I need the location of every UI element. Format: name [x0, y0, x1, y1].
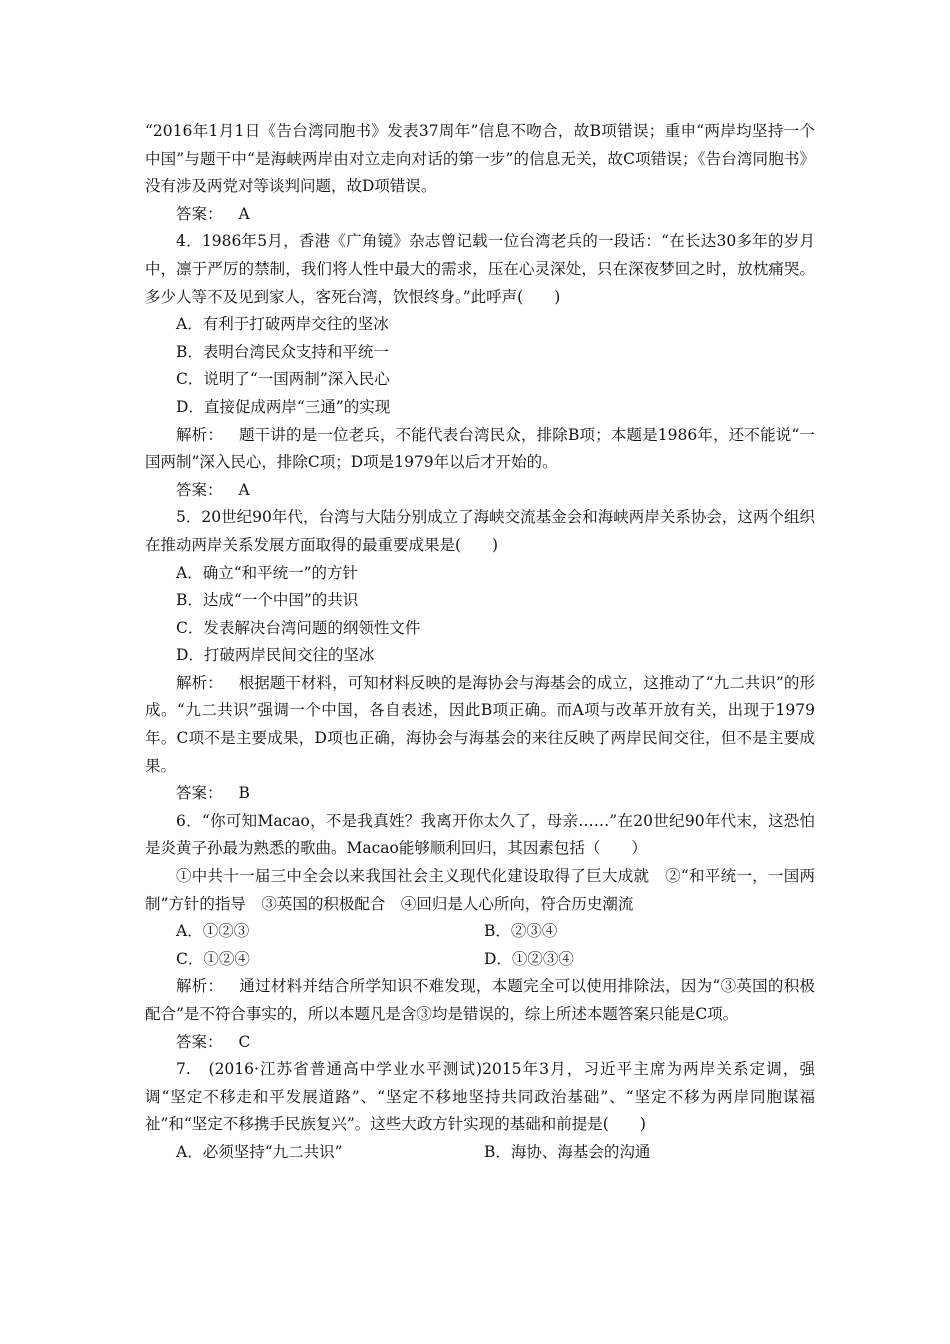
analysis-label: 解析： [176, 977, 224, 996]
answer-label: 答案： [176, 1032, 223, 1051]
answer-value: A [238, 480, 250, 499]
analysis-text: 根据题干材料，可知材料反映的是海协会与海基会的成立，这推动了“九二共识”的形成。“九二共识”强调一个中国，各自表述，因此B项正确。而A项与改革开放有关，出现于1979年。C项不是主要成果，D项也正确，海协会与海基会的来往反映了两岸民间交往，但不是主要成果。 [145, 673, 815, 775]
q4-answer [145, 477, 815, 505]
q7-stem: 7. (2016·江苏省普通高中学业水平测试)2015年3月，习近平主席为两岸关系定调，强调“坚定不移走和平发展道路”、“坚定不移地坚持共同政治基础”、“坚定不移为两岸同胞谋福祉”和“坚定不移携手民族复兴”。这些大政方针实现的基础和前提是( ) [145, 1060, 815, 1134]
analysis-label: 解析： [176, 673, 223, 692]
q5-stem: 5．20世纪90年代，台湾与大陆分别成立了海峡交流基金会和海峡两岸关系协会，这两个组织在推动两岸关系发展方面取得的最重要成果是( ) [145, 508, 815, 554]
document-page [145, 118, 815, 1167]
q6-option-d: D．①②③④ [484, 949, 574, 968]
q6-option-a: A．①②③ [176, 922, 250, 941]
q5-option-d: D．打破两岸民间交往的坚冰 [176, 646, 375, 665]
answer-value: A [238, 204, 250, 223]
q7-option-a: A．必须坚持“九二共识” [176, 1142, 343, 1161]
q4-option-a: A．有利于打破两岸交往的坚冰 [176, 315, 389, 334]
q6-statements: ①中共十一届三中全会以来我国社会主义现代化建设取得了巨大成就 ②“和平统一，一国两制”方针的指导 ③英国的积极配合 ④回归是人心所向，符合历史潮流 [145, 867, 815, 913]
q3-answer [145, 201, 815, 229]
q4-option-d: D．直接促成两岸“三通”的实现 [176, 397, 391, 416]
q5-option-a: A．确立“和平统一”的方针 [176, 563, 359, 582]
q6-options-row-1 [145, 918, 815, 946]
q5-option-c: C．发表解决台湾问题的纲领性文件 [176, 618, 421, 637]
q6-option-c: C．①②④ [176, 949, 250, 968]
q4-option-b: B．表明台湾民众支持和平统一 [176, 342, 389, 361]
q6-answer [145, 1029, 815, 1057]
q4-option-c: C．说明了“一国两制”深入民心 [176, 370, 390, 389]
q7-option-b: B．海协、海基会的沟通 [484, 1142, 651, 1161]
answer-label: 答案： [176, 784, 223, 803]
q5-analysis [145, 670, 815, 780]
q6-option-b: B．②③④ [484, 922, 558, 941]
answer-value: B [238, 784, 250, 803]
q6-options-row-2 [145, 946, 815, 974]
q3-analysis-continuation: “2016年1月1日《告台湾同胞书》发表37周年”信息不吻合，故B项错误；重申“两岸均坚持一个中国”与题干中“是海峡两岸由对立走向对话的第一步”的信息无关，故C项错误；《告台湾同胞书》没有涉及两党对等谈判问题，故D项错误。 [145, 122, 815, 196]
q4-stem: 4．1986年5月，香港《广角镜》杂志曾记载一位台湾老兵的一段话：“在长达30多年的岁月中，凛于严厉的禁制，我们将人性中最大的需求，压在心灵深处，只在深夜梦回之时，放枕痛哭。多少人等不及见到家人，客死台湾，饮恨终身。”此呼声( ) [145, 232, 815, 306]
analysis-text: 题干讲的是一位老兵，不能代表台湾民众，排除B项；本题是1986年，还不能说“一国两制”深入民心，排除C项；D项是1979年以后才开始的。 [145, 425, 815, 472]
analysis-text: 通过材料并结合所学知识不难发现，本题完全可以使用排除法，因为“③英国的积极配合”是不符合事实的，所以本题凡是含③均是错误的，综上所述本题答案只能是C项。 [145, 977, 815, 1023]
q7-options-row-1 [145, 1139, 815, 1167]
answer-value: C [238, 1032, 251, 1051]
answer-label: 答案： [176, 204, 223, 223]
q6-stem: 6．“你可知Macao，不是我真姓？我离开你太久了，母亲……”在20世纪90年代末，这恐怕是炎黄子孙最为熟悉的歌曲。Macao能够顺利回归，其因素包括（ ） [145, 811, 815, 858]
q6-analysis [145, 973, 815, 1028]
analysis-label: 解析： [176, 425, 223, 444]
q5-answer [145, 780, 815, 808]
q4-analysis [145, 422, 815, 477]
answer-label: 答案： [176, 480, 223, 499]
q5-option-b: B．达成“一个中国”的共识 [176, 591, 359, 610]
